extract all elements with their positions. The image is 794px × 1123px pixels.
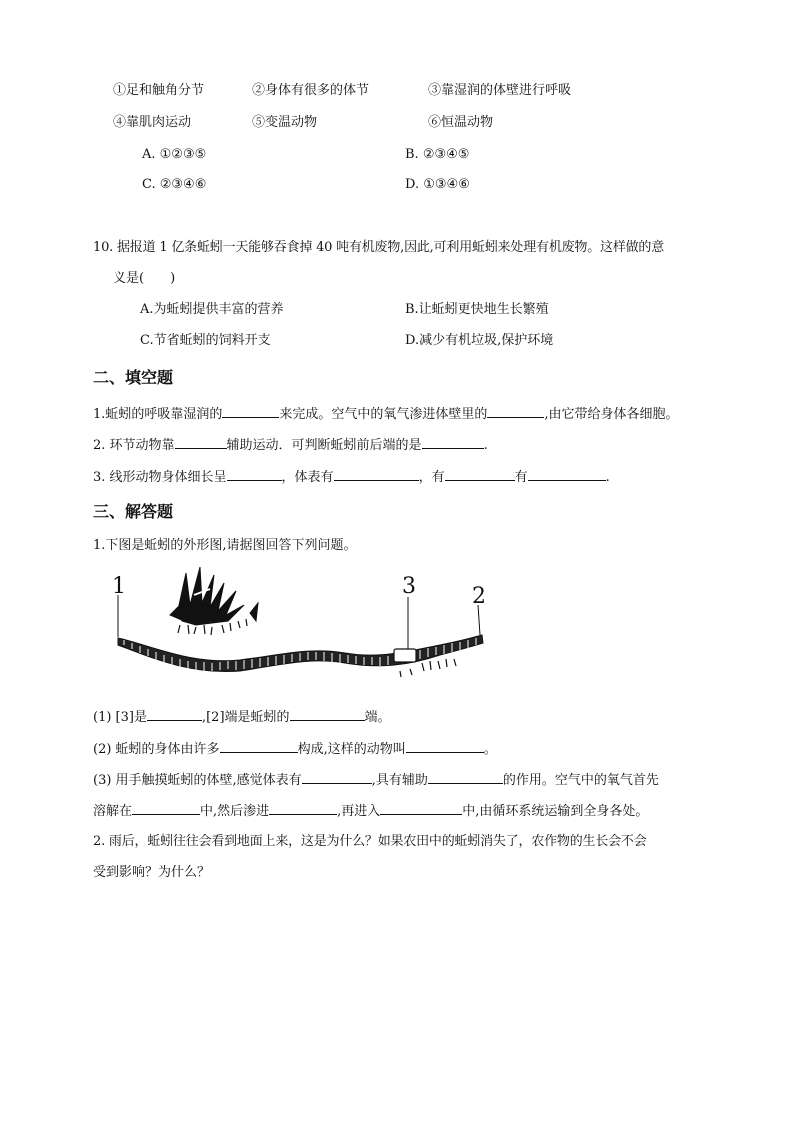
blank[interactable] xyxy=(428,771,503,784)
blank[interactable] xyxy=(220,740,298,753)
sub3-text-c: 的作用。空气中的氧气首先 xyxy=(502,773,659,788)
sub3-text-a: (3) 用手触摸蚯蚓的体壁,感觉体表有 xyxy=(93,773,302,788)
blank[interactable] xyxy=(222,405,279,418)
answer-q1-intro: 1.下图是蚯蚓的外形图,请据图回答下列问题。 xyxy=(93,538,357,553)
blank[interactable] xyxy=(132,802,200,815)
blank[interactable] xyxy=(334,468,419,481)
q10-choice-c: C.节省蚯蚓的饲料开支 xyxy=(140,333,271,348)
blank[interactable] xyxy=(175,436,227,449)
fill-q3-text-b: ，体表有 xyxy=(281,470,334,485)
sub3-text-f: ,再进入 xyxy=(337,804,381,819)
q9-choice-d: D. ①③④⑥ xyxy=(405,177,470,192)
sub3-text-e: 中,然后渗进 xyxy=(200,804,270,819)
q9-option-2: ②身体有很多的体节 xyxy=(252,83,370,98)
fill-q2-text-b: 辅助运动．可判断蚯蚓前后端的是 xyxy=(226,438,422,453)
answer-q1-sub1 xyxy=(93,708,391,727)
blank[interactable] xyxy=(269,802,337,815)
sub3-text-g: 中,由循环系统运输到全身各处。 xyxy=(462,804,649,819)
sub1-text-b: ,[2]端是蚯蚓的 xyxy=(201,710,290,725)
answer-q2-line1: 2. 雨后，蚯蚓往往会看到地面上来，这是为什么？如果农田中的蚯蚓消失了，农作物的生长会不会 xyxy=(93,834,647,849)
clitellum-icon xyxy=(394,649,416,662)
q9-choice-b: B. ②③④⑤ xyxy=(405,147,470,162)
fill-q3-text-d: 有 xyxy=(514,470,528,485)
fill-q1-text-c: ,由它带给身体各细胞。 xyxy=(544,407,679,422)
blank[interactable] xyxy=(406,740,484,753)
q10-choice-b: B.让蚯蚓更快地生长繁殖 xyxy=(405,302,549,317)
answer-q1-sub3-line1 xyxy=(93,771,659,790)
section-3-title: 三、解答题 xyxy=(93,502,174,521)
sub3-text-b: ,具有辅助 xyxy=(371,773,428,788)
answer-q1-sub2 xyxy=(93,740,497,759)
q9-option-5: ⑤变温动物 xyxy=(252,115,318,130)
sub1-text-c: 端。 xyxy=(364,710,391,725)
q10-stem-line2: 义是( ) xyxy=(113,271,176,286)
sub1-text-a: (1) [3]是 xyxy=(93,710,147,725)
fill-q2-text-a: 2. 环节动物靠 xyxy=(93,438,175,453)
section-2-title: 二、填空题 xyxy=(93,368,174,387)
q9-choice-a: A. ①②③⑤ xyxy=(142,147,207,162)
sub2-text-c: 。 xyxy=(483,742,497,757)
answer-q2-line2: 受到影响？为什么？ xyxy=(93,865,211,880)
blank[interactable] xyxy=(147,708,202,721)
blank[interactable] xyxy=(302,771,372,784)
q10-stem-line1: 10. 据报道 1 亿条蚯蚓一天能够吞食掉 40 吨有机废物,因此,可利用蚯蚓来处理有机废物。这样做的意 xyxy=(93,240,665,255)
blank[interactable] xyxy=(290,708,365,721)
sub2-text-b: 构成,这样的动物叫 xyxy=(297,742,406,757)
fill-q3-text-c: ，有 xyxy=(418,470,445,485)
label-lines xyxy=(118,595,480,649)
blank[interactable] xyxy=(487,405,544,418)
answer-q1-sub3-line2 xyxy=(93,802,648,821)
q9-option-4: ④靠肌肉运动 xyxy=(113,115,192,130)
fill-q1-text-b: 来完成。空气中的氧气渗进体壁里的 xyxy=(279,407,488,422)
fill-q3 xyxy=(93,468,610,487)
earthworm-figure xyxy=(110,565,500,690)
fill-q3-text-a: 3. 线形动物身体细长呈 xyxy=(93,470,227,485)
q9-option-3: ③靠湿润的体壁进行呼吸 xyxy=(428,83,572,98)
fill-q2-text-c: . xyxy=(483,438,488,453)
figure-label-2: 2 xyxy=(472,584,486,609)
q10-choice-d: D.减少有机垃圾,保护环境 xyxy=(405,333,554,348)
blank[interactable] xyxy=(227,468,282,481)
fill-q1-text-a: 1.蚯蚓的呼吸靠湿润的 xyxy=(93,407,223,422)
fill-q1 xyxy=(93,405,679,424)
sub2-text-a: (2) 蚯蚓的身体由许多 xyxy=(93,742,220,757)
sub3-text-d: 溶解在 xyxy=(93,804,133,819)
q9-option-6: ⑥恒温动物 xyxy=(428,115,494,130)
grass-icon xyxy=(170,567,258,635)
blank[interactable] xyxy=(445,468,515,481)
blank[interactable] xyxy=(380,802,462,815)
figure-label-3: 3 xyxy=(402,574,416,599)
blank[interactable] xyxy=(528,468,606,481)
q9-option-1: ①足和触角分节 xyxy=(113,83,205,98)
figure-label-1: 1 xyxy=(112,574,126,599)
worm-body-icon xyxy=(118,635,483,672)
q9-choice-c: C. ②③④⑥ xyxy=(142,177,207,192)
fill-q3-text-e: . xyxy=(605,470,610,485)
q10-choice-a: A.为蚯蚓提供丰富的营养 xyxy=(140,302,284,317)
fill-q2 xyxy=(93,436,488,455)
blank[interactable] xyxy=(422,436,484,449)
